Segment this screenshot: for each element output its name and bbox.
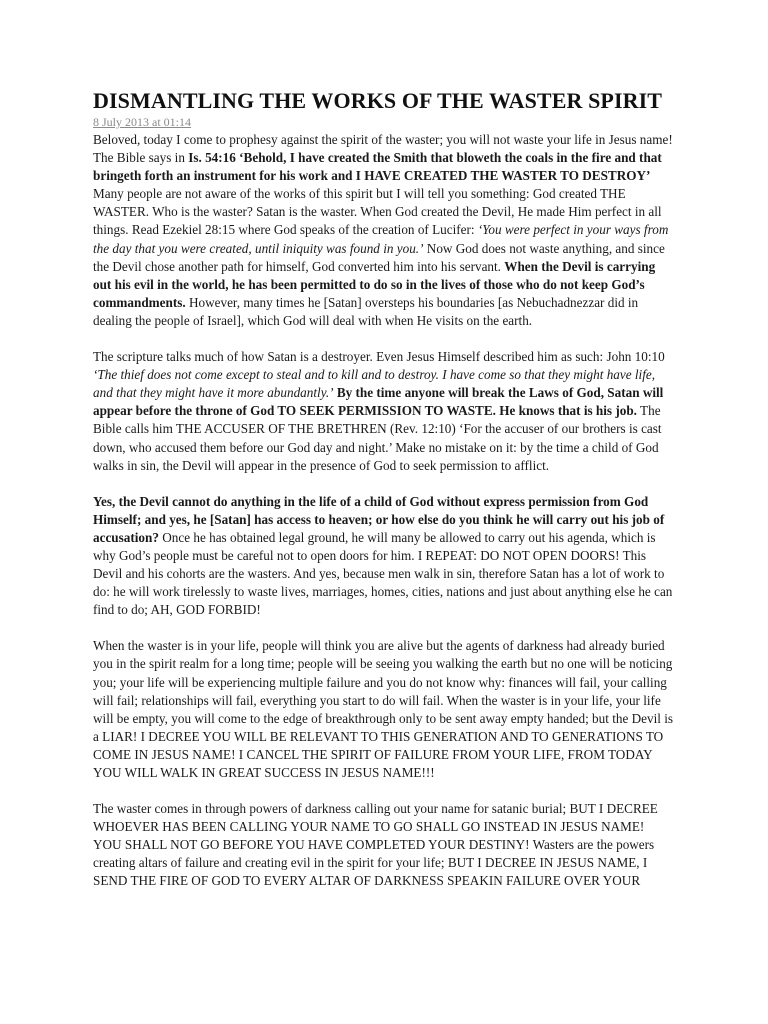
italic-quote: ‘The thief does not come except to steal and to kill and to destroy. I have come so that they might have life, and that they might have it more abundantly.’ [93,367,656,401]
text-run: The Bible calls him THE ACCUSER OF THE BRETHREN (Rev. 12:10) ‘For the accuser of our brothers is cast down, who accused them before our God day and night.’ Make no mistake on it: by the time a child of God walks in sin, the Devil will appear in the presence of God to seek permission to afflict. [93,403,662,473]
paragraph [93,348,673,475]
text-run: The waster comes in through powers of darkness calling out your name for satanic burial; BUT I DECREE WHOEVER HAS BEEN CALLING YOUR NAME TO GO SHALL GO INSTEAD IN JESUS NAME! YOU SHALL NOT GO BEFORE YOU HAVE COMPLETED YOUR DESTINY! Wasters are the powers creating altars of failure and creating evil in the spirit for your life; BUT I DECREE IN JESUS NAME, I SEND THE FIRE OF GOD TO EVERY ALTAR OF DARKNESS SPEAKIN FAILURE OVER YOUR [93,801,658,889]
text-run: Once he has obtained legal ground, he will many be allowed to carry out his agenda, which is why God’s people must be careful not to open doors for him. I REPEAT: DO NOT OPEN DOORS! This Devil and his cohorts are the wasters. And yes, because men walk in sin, therefore Satan has a lot of work to do: he will work tirelessly to waste lives, marriages, homes, cities, nations and just about anything else he can find to do; AH, GOD FORBID! [93,529,673,618]
paragraph-spacer [93,619,673,637]
paragraph [93,637,673,782]
article [93,88,673,891]
text-run: Beloved, today I come to prophesy against the spirit of the waster; you will not waste your life in Jesus name! The Bible says in [93,132,673,166]
text-run: Many people are not aware of the works of this spirit but I will tell you something: God created THE WASTER. Who is the waster? Satan is the waster. When God created the Devil, He made Him perfect in all things. Read Ezekiel 28:15 where God speaks of the creation of Lucifer: [93,186,662,238]
paragraph-spacer [93,782,673,800]
paragraph-spacer [93,330,673,348]
text-run: Now God does not waste anything, and since the Devil chose another path for himself, God converted him into his servant. [93,240,665,274]
text-run: When the waster is in your life, people will think you are alive but the agents of darkness had already buried you in the spirit realm for a long time; people will be seeing you walking the earth but no one will be noticing you; your life will be experiencing multiple failure and you do not know why: finances will fail, your calling will fail; relationships will fail, everything you start to do will fail. When the waster is in your life, your life will be empty, you will come to the edge of breakthrough only to be sent away empty handed; but the Devil is a LIAR! I DECREE YOU WILL BE RELEVANT TO THIS GENERATION AND TO GENERATIONS TO COME IN JESUS NAME! I CANCEL THE SPIRIT OF FAILURE FROM YOUR LIFE, FROM TODAY YOU WILL WALK IN GREAT SUCCESS IN JESUS NAME!!! [93,638,673,780]
text-run: The scripture talks much of how Satan is a destroyer. Even Jesus Himself described him as such: John 10:10 [93,349,665,365]
article-title: DISMANTLING THE WORKS OF THE WASTER SPIRIT [93,88,663,113]
paragraph [93,493,673,620]
bold-text: Is. 54:16 ‘Behold, I have created the Smith that bloweth the coals in the fire and that bringeth forth an instrument for his work and I HAVE CREATED THE WASTER TO DESTROY’ [93,150,662,184]
paragraph [93,131,673,330]
bold-text: When the Devil is carrying out his evil in the world, he has been permitted to do so in the lives of those who do not keep God’s commandments. [93,258,656,310]
paragraph [93,800,673,890]
bold-text: Yes, the Devil cannot do anything in the life of a child of God without express permission from God Himself; and yes, he [Satan] has access to heaven; or how else do you think he will carry out his job of accusation? [93,493,665,545]
bold-text: By the time anyone will break the Laws of God, Satan will appear before the throne of God TO SEEK PERMISSION TO WASTE. He knows that is his job. [93,385,664,419]
italic-quote: ‘You were perfect in your ways from the day that you were created, until iniquity was found in you.’ [93,222,669,256]
text-run: However, many times he [Satan] oversteps his boundaries [as Nebuchadnezzar did in dealing the people of Israel], which God will deal with when He visits on the earth. [93,294,639,328]
post-date-link[interactable]: 8 July 2013 at 01:14 [93,115,191,129]
paragraph-spacer [93,475,673,493]
